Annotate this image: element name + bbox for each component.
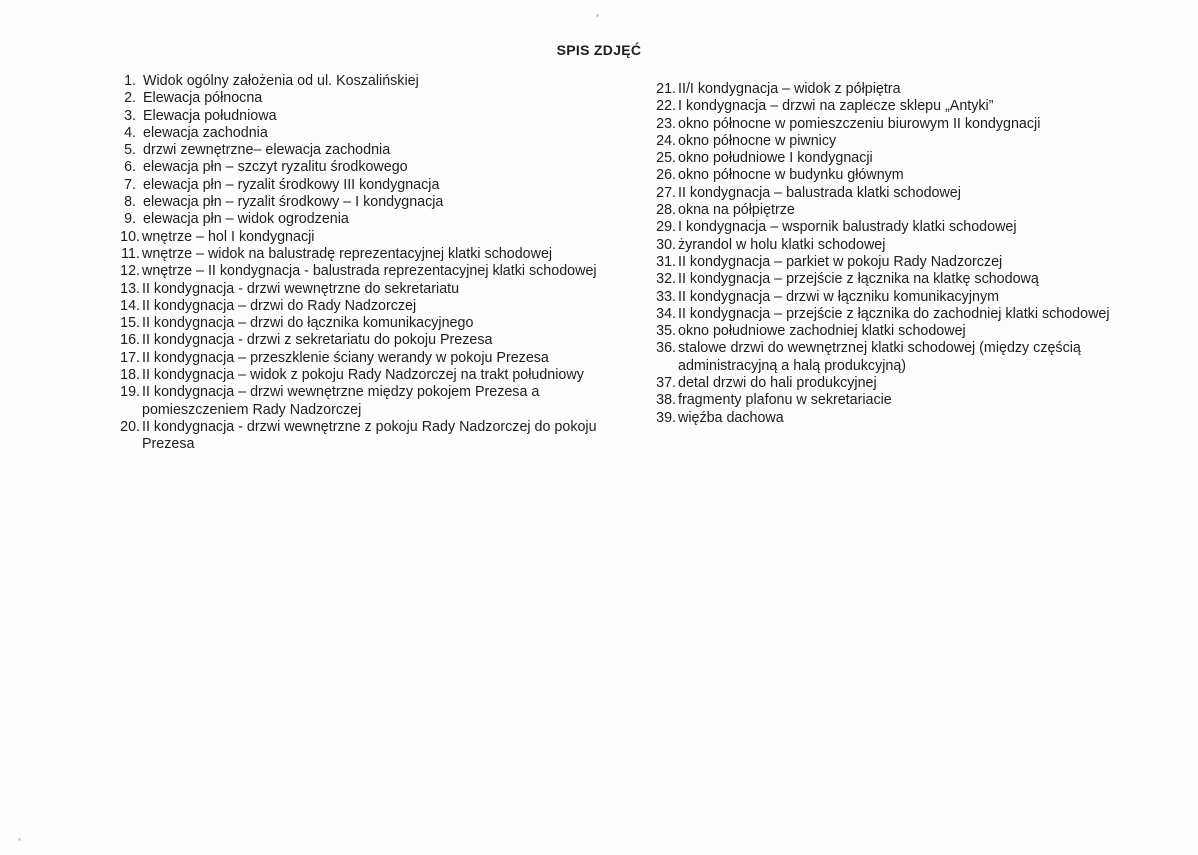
list-item-text: II kondygnacja – przejście z łącznika na klatkę schodową <box>678 271 1039 288</box>
list-item-text: elewacja płn – szczyt ryzalitu środkowego <box>143 159 408 176</box>
list-item-number: 39. <box>656 409 676 426</box>
list-item <box>112 281 632 298</box>
scan-speck <box>596 14 599 17</box>
list-item-text: II kondygnacja – parkiet w pokoju Rady Nadzorczej <box>678 253 1003 270</box>
photo-list-left-column <box>112 73 632 454</box>
list-item-text: elewacja płn – ryzalit środkowy III kondygnacja <box>143 176 440 193</box>
list-item-text: wnętrze – widok na balustradę reprezentacyjnej klatki schodowej <box>142 245 553 262</box>
page-title: SPIS ZDJĘĆ <box>556 42 642 58</box>
list-item <box>648 98 1138 115</box>
list-item <box>648 133 1138 150</box>
list-item-text: żyrandol w holu klatki schodowej <box>678 236 886 253</box>
list-item-number: 24. <box>656 132 676 149</box>
list-item-text: okna na półpiętrze <box>678 202 795 219</box>
list-item-text: elewacja zachodnia <box>143 124 268 141</box>
list-item-text: II kondygnacja – drzwi do łącznika komunikacyjnego <box>142 315 474 332</box>
list-item-number: 31. <box>656 253 676 270</box>
list-item-text: okno południowe zachodniej klatki schodowej <box>678 323 966 340</box>
list-item-number: 7. <box>124 176 136 193</box>
list-item-number: 27. <box>656 184 676 201</box>
list-item-text: okno północne w budynku głównym <box>678 167 904 184</box>
list-item <box>648 116 1138 133</box>
list-item-number: 28. <box>656 202 676 219</box>
list-item <box>112 159 632 176</box>
list-item <box>648 289 1138 306</box>
list-item-number: 4. <box>124 124 136 141</box>
list-item-text: II kondygnacja - drzwi z sekretariatu do pokoju Prezesa <box>142 332 493 349</box>
list-item <box>112 125 632 142</box>
list-item-number: 3. <box>124 107 136 124</box>
list-item-number: 36. <box>656 340 676 357</box>
list-item-number: 2. <box>124 90 136 107</box>
list-item <box>648 410 1138 427</box>
list-item <box>648 185 1138 202</box>
list-item-text: II kondygnacja – przejście z łącznika do zachodniej klatki schodowej <box>678 305 1110 322</box>
list-item-number: 21. <box>656 81 676 97</box>
list-item-text: okno północne w pomieszczeniu biurowym II kondygnacji <box>678 115 1041 132</box>
list-item-number: 20. <box>120 418 140 435</box>
list-item-number: 23. <box>656 115 676 132</box>
list-item <box>112 263 632 280</box>
list-item-number: 37. <box>656 375 676 392</box>
list-item-number: 29. <box>656 219 676 236</box>
list-item <box>648 306 1138 323</box>
list-item-text: stalowe drzwi do wewnętrznej klatki schodowej (między częścią administracyjną a halą produkcyjną) <box>678 340 1081 374</box>
list-item-number: 13. <box>120 280 140 297</box>
list-item <box>112 108 632 125</box>
scan-speck <box>18 838 21 841</box>
list-item-number: 18. <box>120 367 140 384</box>
list-item-text: II kondygnacja – drzwi w łączniku komunikacyjnym <box>678 288 1000 305</box>
list-item-number: 14. <box>120 297 140 314</box>
list-item-text: II kondygnacja – drzwi do Rady Nadzorczej <box>142 297 417 314</box>
list-item <box>648 219 1138 236</box>
photo-list-right-column <box>648 81 1138 427</box>
list-item-number: 9. <box>124 211 136 228</box>
list-item-number: 19. <box>120 384 140 401</box>
list-item-number: 32. <box>656 271 676 288</box>
list-item-number: 12. <box>120 263 140 280</box>
list-item-text: elewacja płn – widok ogrodzenia <box>143 211 349 228</box>
list-item <box>112 142 632 159</box>
list-item-text: II kondygnacja - drzwi wewnętrzne do sekretariatu <box>142 280 460 297</box>
list-item <box>112 384 632 419</box>
list-item <box>648 237 1138 254</box>
list-item-text: fragmenty plafonu w sekretariacie <box>678 392 892 409</box>
list-item-text: II kondygnacja – balustrada klatki schodowej <box>678 184 961 201</box>
list-item <box>648 150 1138 167</box>
list-item <box>112 419 632 454</box>
list-item-number: 6. <box>124 159 136 176</box>
list-item <box>112 315 632 332</box>
list-item <box>112 177 632 194</box>
list-item-number: 25. <box>656 150 676 167</box>
list-item <box>648 271 1138 288</box>
list-item-number: 22. <box>656 98 676 115</box>
list-item-number: 15. <box>120 315 140 332</box>
list-item-number: 10. <box>120 228 140 245</box>
list-item-text: II/I kondygnacja – widok z półpiętra <box>678 81 901 97</box>
list-item-number: 17. <box>120 349 140 366</box>
list-item-text: Widok ogólny założenia od ul. Koszalińskiej <box>143 73 419 89</box>
list-item <box>112 298 632 315</box>
list-item <box>648 254 1138 271</box>
list-item-text: Elewacja północna <box>143 90 263 107</box>
list-item-text: wnętrze – II kondygnacja - balustrada reprezentacyjnej klatki schodowej <box>142 263 597 280</box>
list-item-text: I kondygnacja – drzwi na zaplecze sklepu „Antyki” <box>678 98 994 115</box>
list-item <box>648 202 1138 219</box>
list-item-text: II kondygnacja – widok z pokoju Rady Nadzorczej na trakt południowy <box>142 367 584 384</box>
list-item <box>112 73 632 90</box>
list-item-number: 34. <box>656 305 676 322</box>
list-item-text: Elewacja południowa <box>143 107 277 124</box>
list-item-number: 33. <box>656 288 676 305</box>
list-item-text: okno południowe I kondygnacji <box>678 150 873 167</box>
list-item <box>112 90 632 107</box>
list-item-number: 5. <box>124 142 136 159</box>
list-item-number: 16. <box>120 332 140 349</box>
list-item-text: I kondygnacja – wspornik balustrady klatki schodowej <box>678 219 1017 236</box>
list-item <box>648 340 1138 375</box>
list-item-text: więźba dachowa <box>678 409 784 426</box>
list-item-number: 8. <box>124 194 136 211</box>
list-item-text: II kondygnacja – przeszklenie ściany werandy w pokoju Prezesa <box>142 349 549 366</box>
list-item <box>112 332 632 349</box>
list-item-text: drzwi zewnętrzne– elewacja zachodnia <box>143 142 391 159</box>
list-item <box>112 229 632 246</box>
list-item <box>112 367 632 384</box>
list-item <box>648 375 1138 392</box>
list-item-text: okno północne w piwnicy <box>678 132 837 149</box>
list-item <box>112 350 632 367</box>
list-item-number: 26. <box>656 167 676 184</box>
list-item-number: 1. <box>124 73 136 89</box>
list-item-text: elewacja płn – ryzalit środkowy – I kondygnacja <box>143 194 444 211</box>
list-item <box>112 211 632 228</box>
list-item <box>112 194 632 211</box>
list-item <box>648 81 1138 98</box>
list-item-text: II kondygnacja - drzwi wewnętrzne z pokoju Rady Nadzorczej do pokoju Prezesa <box>142 418 597 453</box>
list-item <box>648 392 1138 409</box>
list-item <box>648 167 1138 184</box>
list-item-number: 30. <box>656 236 676 253</box>
list-item-number: 11. <box>121 245 140 262</box>
list-item-number: 35. <box>656 323 676 340</box>
list-item <box>112 246 632 263</box>
list-item-text: wnętrze – hol I kondygnacji <box>142 228 315 245</box>
list-item-number: 38. <box>656 392 676 409</box>
list-item <box>648 323 1138 340</box>
list-item-text: II kondygnacja – drzwi wewnętrzne między pokojem Prezesa a pomieszczeniem Rady Nadzorczej <box>142 384 540 418</box>
list-item-text: detal drzwi do hali produkcyjnej <box>678 375 877 392</box>
